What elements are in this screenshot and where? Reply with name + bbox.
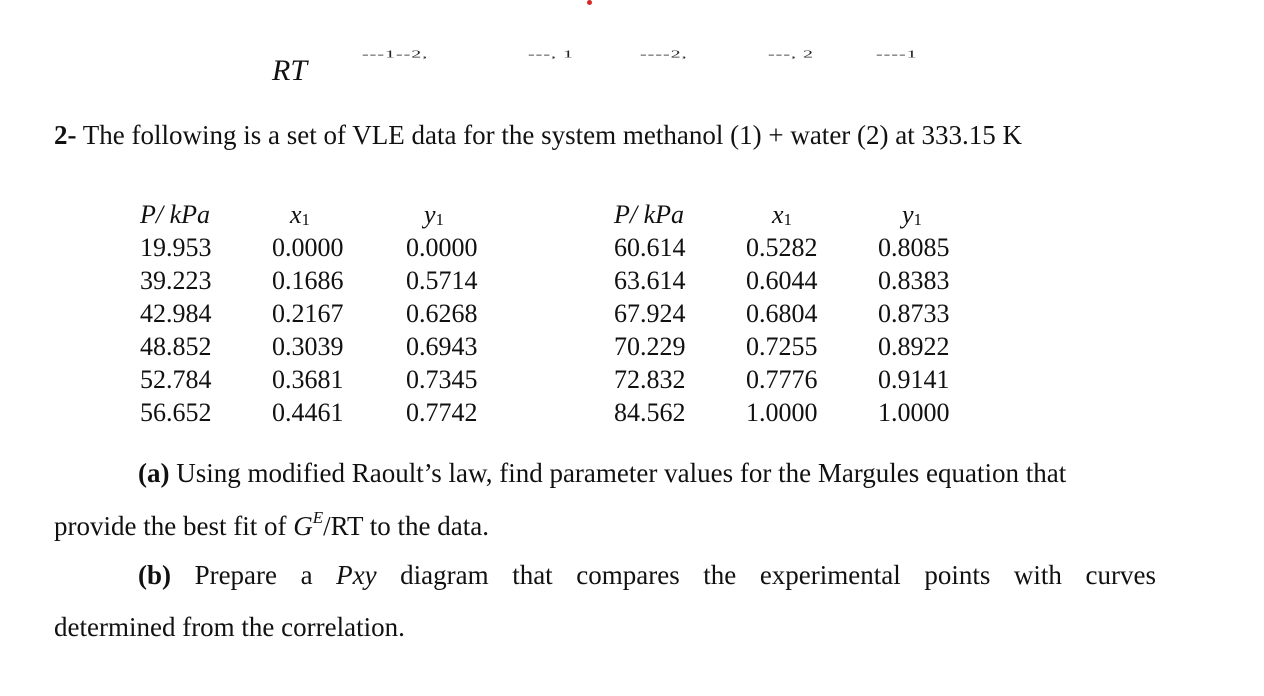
cell-x1: 0.1686 (272, 266, 344, 295)
part-a-line2: provide the best fit of $G^E/RT$ to the data. (54, 508, 489, 541)
cell-pressure: 60.614 (614, 233, 686, 262)
cut-glyph: ----2, (640, 48, 688, 61)
cell-y1: 0.8733 (878, 299, 950, 328)
part-b-word: diagram (400, 560, 489, 590)
part-a-label: (a) (138, 458, 170, 488)
red-dot-mark (587, 0, 592, 5)
cell-pressure: 39.223 (140, 266, 212, 295)
cell-y1: 0.0000 (406, 233, 478, 262)
part-b-word: Pxy (336, 560, 377, 590)
cut-glyph: ---, 2 (768, 48, 814, 61)
problem-statement (54, 120, 1022, 151)
part-b-line1 (138, 560, 1156, 591)
cell-pressure: 19.953 (140, 233, 212, 262)
cell-x1: 1.0000 (746, 398, 818, 427)
header-pressure: P/ kPa (140, 200, 211, 229)
cell-x1: 0.2167 (272, 299, 344, 328)
cell-x1: 0.6044 (746, 266, 818, 295)
problem-text: The following is a set of VLE data for the system methanol (1) + water (2) at 333.15 K (82, 120, 1023, 150)
cut-off-equation-row (0, 48, 1264, 68)
part-b-word: the (703, 560, 737, 590)
part-b-line2: determined from the correlation. (54, 612, 405, 642)
cell-y1: 0.7345 (406, 365, 478, 394)
cell-pressure: 48.852 (140, 332, 212, 361)
part-b-word: experimental (759, 560, 901, 590)
cell-y1: 0.8383 (878, 266, 950, 295)
cell-x1: 0.4461 (272, 398, 344, 427)
part-b-word: that (512, 560, 553, 590)
cut-glyph: ---1--2, (362, 48, 429, 61)
header-x1: x1 (290, 200, 311, 229)
cell-pressure: 70.229 (614, 332, 686, 361)
cell-pressure: 42.984 (140, 299, 212, 328)
cell-y1: 0.6268 (406, 299, 478, 328)
part-b-label: (b) (138, 560, 171, 590)
cut-glyph: ----1 (876, 48, 918, 61)
rt-fragment: RT (272, 54, 308, 87)
cell-y1: 1.0000 (878, 398, 950, 427)
header-x1: x1 (772, 200, 793, 229)
part-b-word: Prepare (194, 560, 278, 590)
header-y1: y1 (424, 200, 445, 229)
cell-pressure: 52.784 (140, 365, 212, 394)
cell-pressure: 84.562 (614, 398, 686, 427)
cell-y1: 0.7742 (406, 398, 478, 427)
cell-pressure: 72.832 (614, 365, 686, 394)
cell-y1: 0.8922 (878, 332, 950, 361)
cell-x1: 0.6804 (746, 299, 818, 328)
part-a-text: Using modified Raoult’s law, find parameter values for the Margules equation that (176, 458, 1067, 488)
header-y1: y1 (902, 200, 923, 229)
header-pressure: P/ kPa (614, 200, 685, 229)
part-b-word: points (924, 560, 991, 590)
problem-number: 2- (54, 120, 77, 150)
cell-y1: 0.9141 (878, 365, 950, 394)
cell-pressure: 67.924 (614, 299, 686, 328)
part-b-word: with (1013, 560, 1062, 590)
cell-pressure: 63.614 (614, 266, 686, 295)
cell-x1: 0.3681 (272, 365, 344, 394)
cell-pressure: 56.652 (140, 398, 212, 427)
cell-x1: 0.3039 (272, 332, 344, 361)
cell-x1: 0.5282 (746, 233, 818, 262)
cell-y1: 0.6943 (406, 332, 478, 361)
cell-x1: 0.7255 (746, 332, 818, 361)
cell-x1: 0.0000 (272, 233, 344, 262)
part-b-word: curves (1085, 560, 1156, 590)
cell-y1: 0.5714 (406, 266, 478, 295)
cell-x1: 0.7776 (746, 365, 818, 394)
part-a-line1 (138, 458, 1066, 489)
part-b-word: a (300, 560, 313, 590)
cell-y1: 0.8085 (878, 233, 950, 262)
cut-glyph: ---, 1 (528, 48, 574, 61)
part-b-word: compares (576, 560, 680, 590)
